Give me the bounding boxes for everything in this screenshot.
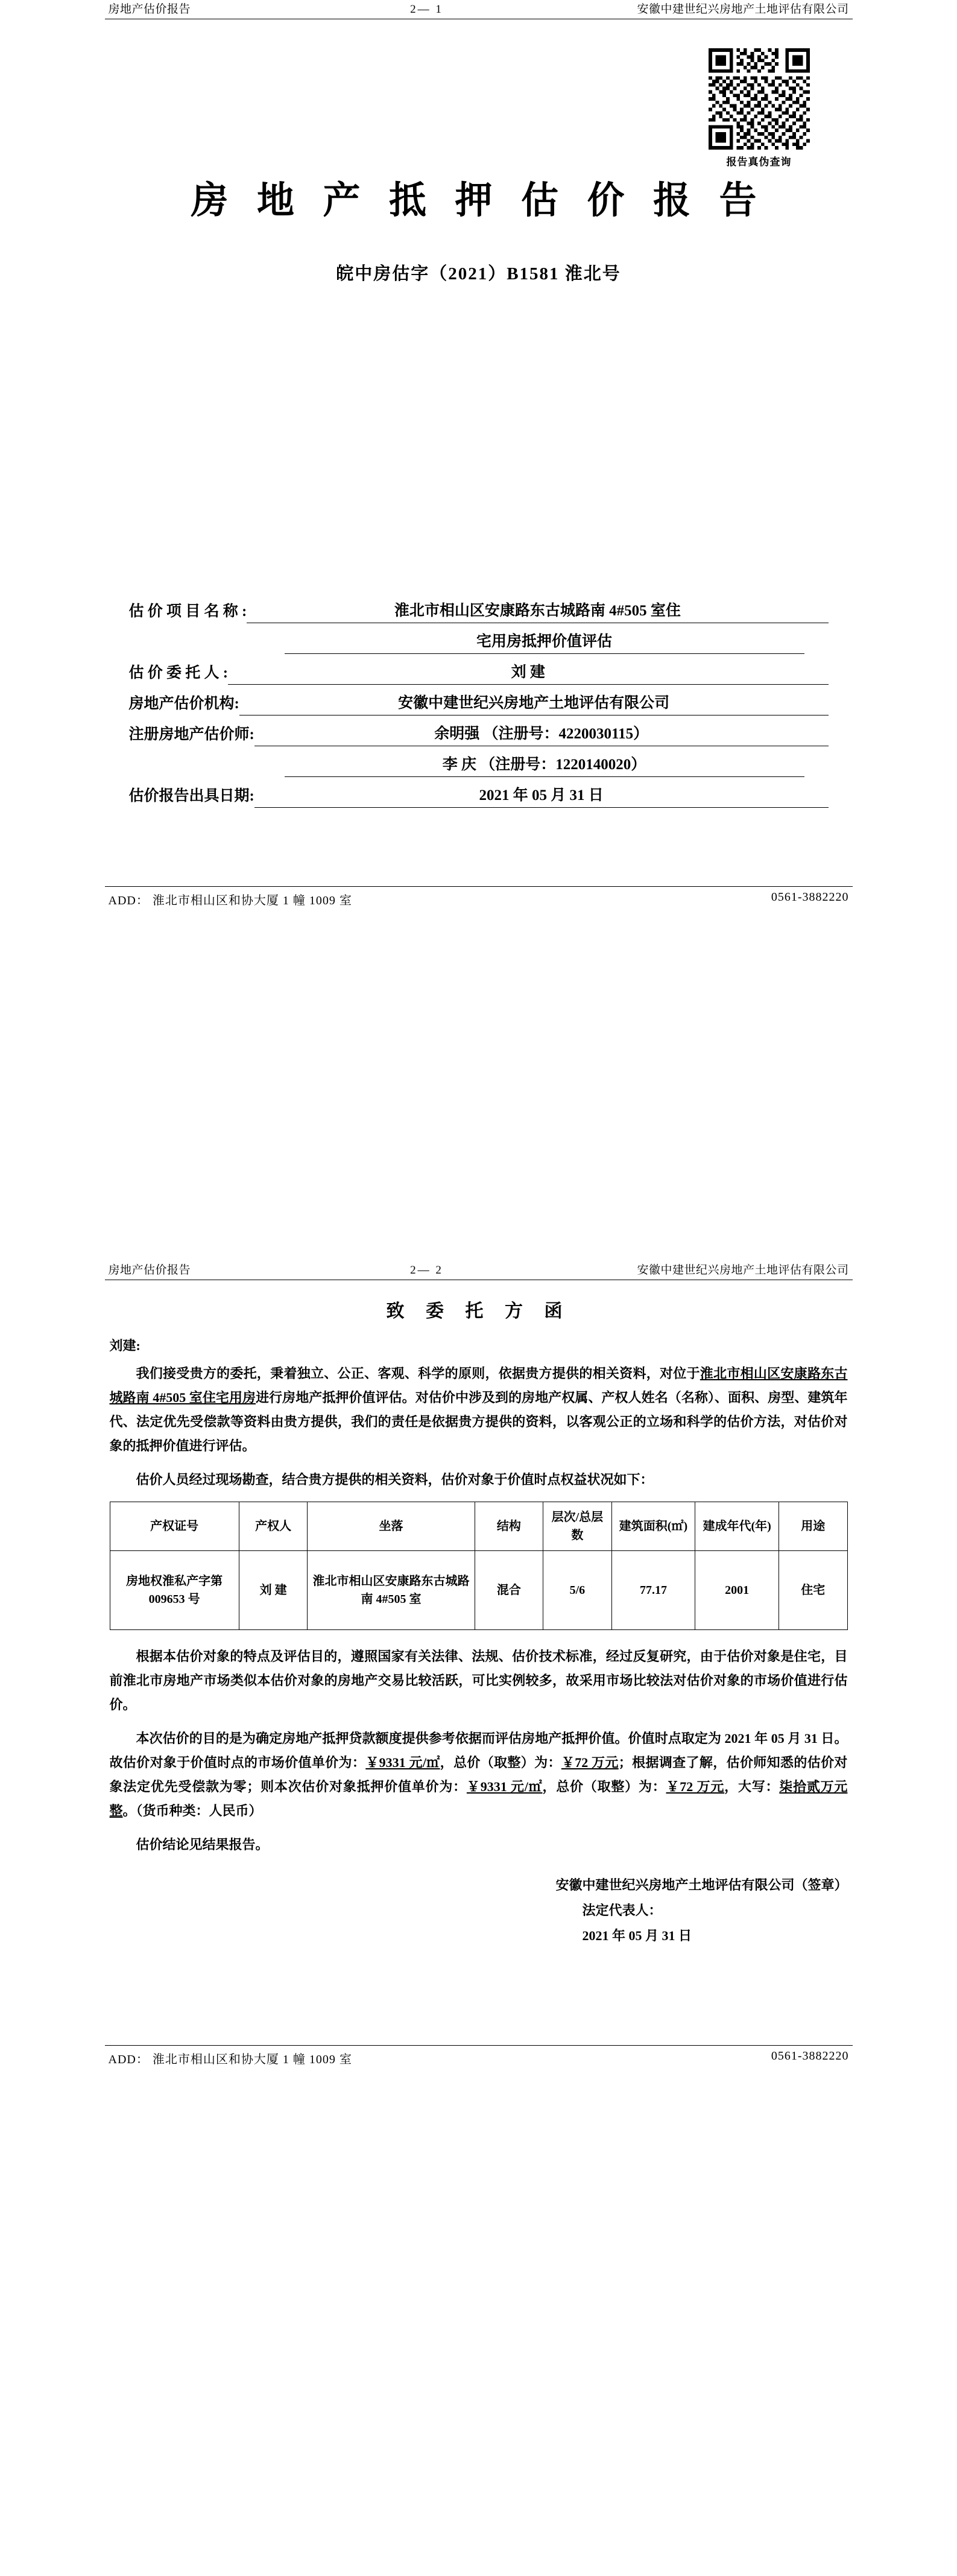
letter-paragraph-4 — [110, 1727, 848, 1823]
field-value-project-name: 淮北市相山区安康路东古城路南 4#505 室住 — [247, 598, 828, 623]
header-left-text-page2: 房地产估价报告 — [108, 1264, 191, 1277]
p4-unit-price-mortgage: ￥9331 元/㎡ — [466, 1779, 543, 1794]
page-two — [105, 1261, 853, 2067]
running-footer-page2 — [105, 2045, 853, 2067]
running-header-page1 — [105, 0, 853, 19]
th-usage: 用途 — [779, 1502, 847, 1551]
report-title: 房 地 产 抵 押 估 价 报 告 — [191, 180, 766, 221]
p1-subject-underlined: 淮北市相山区安康路东古城路南 4#505 室住宅用房 — [109, 1366, 848, 1405]
td-structure: 混合 — [475, 1551, 543, 1630]
p1-part-c: 进行房地产抵押价值评估。对估价中涉及到的房地产权属、产权人姓名（名称）、面积、房型、建筑年代、法定优先受偿款等资料由贵方提供，我们的责任是依据贵方提供的资料，以客观公正的立场和科学的估价方法，对估价对象的抵押价值进行评估。 — [109, 1390, 848, 1453]
th-area: 建筑面积(㎡) — [611, 1502, 695, 1551]
header-company-name: 安徽中建世纪兴房地产土地评估有限公司 — [637, 3, 849, 16]
header-left-text: 房地产估价报告 — [108, 3, 191, 16]
field-appraiser-1 — [129, 722, 829, 746]
signature-legal-rep: 法定代表人： — [582, 1903, 662, 1918]
header-page-number-page2: 2— 2 — [410, 1264, 443, 1277]
p4-part-g: ；根据调查了解，估价师知悉的估价对象法定优先受偿款为零；则本次估价对象 — [109, 1755, 848, 1794]
table-row — [110, 1551, 847, 1630]
td-area: 77.17 — [611, 1551, 695, 1630]
signature-company: 安徽中建世纪兴房地产土地评估有限公司（签章） — [555, 1877, 848, 1892]
field-client — [129, 660, 829, 685]
running-header-page2 — [105, 1261, 853, 1280]
field-label-client: 估 价 委 托 人 : — [128, 665, 229, 681]
field-issue-date — [129, 783, 829, 808]
header-page-number: 2— 1 — [410, 3, 443, 16]
td-certificate-no: 房地权淮私产字第 009653 号 — [110, 1551, 239, 1630]
td-owner: 刘 建 — [239, 1551, 307, 1630]
field-value-appraiser-2: 李 庆 （注册号：1220140020） — [285, 752, 804, 777]
field-appraisal-agency — [129, 691, 829, 715]
p4-unit-price-market: ￥9331 元/㎡ — [365, 1755, 440, 1770]
footer-phone-page2: 0561-3882220 — [771, 2049, 849, 2063]
qr-code-block — [702, 48, 816, 168]
td-location: 淮北市相山区安康路东古城路南 4#505 室 — [308, 1551, 475, 1630]
table-header-row — [110, 1502, 847, 1551]
th-floor: 层次/总层数 — [543, 1502, 611, 1551]
field-project-name — [129, 598, 829, 623]
p4-part-c: 单价为： — [311, 1755, 366, 1770]
p4-total-price-mortgage: ￥72 万元 — [666, 1779, 725, 1794]
p4-amount-in-words: 柒拾贰万元整 — [109, 1779, 848, 1818]
signature-block — [105, 1873, 848, 1949]
letter-paragraph-3: 根据本估价对象的特点及评估目的，遵照国家有关法律、法规、估价技术标准，经过反复研究，由于估价对象是住宅，目前淮北市房地产市场类似本估价对象的房地产交易比较活跃，可比实例较多，故采用市场比较法对估价对象的市场价值进行估价。 — [109, 1649, 848, 1712]
field-value-project-name-line2: 宅用房抵押价值评估 — [285, 629, 804, 654]
field-label-issue-date: 估价报告出具日期: — [128, 788, 254, 804]
page-sheet — [105, 0, 853, 2067]
p1-part-a: 我们接受贵方的委托，秉着独立、公正、客观、科学的原则，依据贵方提供的相关资料，对位于 — [136, 1366, 700, 1381]
letter-paragraph-1 — [110, 1362, 848, 1458]
page-one — [105, 0, 853, 1261]
footer-address-page2: ADD： 淮北市相山区和协大厦 1 幢 1009 室 — [108, 2053, 352, 2066]
th-structure: 结构 — [475, 1502, 543, 1551]
field-value-appraiser-1: 余明强 （注册号：4220030115） — [254, 722, 829, 746]
letter-paragraph-5: 估价结论见结果报告。 — [136, 1837, 269, 1852]
field-label-appraiser: 注册房地产估价师: — [128, 726, 254, 743]
p4-part-k: ，总价（取整）为： — [542, 1779, 666, 1794]
p4-mortgage-value-label: 抵押价值 — [356, 1779, 412, 1794]
field-label-appraisal-agency: 房地产估价机构: — [128, 696, 239, 712]
field-value-appraisal-agency: 安徽中建世纪兴房地产土地评估有限公司 — [239, 691, 829, 715]
report-document-number: 皖中房估字（2021）B1581 淮北号 — [336, 264, 621, 284]
cover-fields — [105, 598, 853, 808]
p4-part-m: ，大写： — [724, 1779, 780, 1794]
field-label-project-name: 估 价 项 目 名 称 : — [128, 603, 247, 620]
td-usage: 住宅 — [779, 1551, 847, 1630]
letter-salutation: 刘建: — [109, 1338, 141, 1353]
footer-address-page1: ADD： 淮北市相山区和协大厦 1 幢 1009 室 — [108, 894, 352, 907]
p4-part-a: 本次估价的目的是为确定房地产抵押贷款额度提供参考依据而评估房地产抵押价值。价值时点取定为 2021 年 05 月 31 日。故估价对象于价值时点的 — [109, 1731, 848, 1770]
td-year-built: 2001 — [695, 1551, 779, 1630]
qr-caption: 报告真伪查询 — [726, 156, 792, 168]
th-location: 坐落 — [308, 1502, 475, 1551]
running-footer-page1 — [105, 886, 853, 908]
p4-part-e: ，总价（取整）为： — [440, 1755, 561, 1770]
p4-part-o: 。（货币种类：人民币） — [122, 1803, 262, 1818]
p4-part-i: 单价为： — [411, 1779, 467, 1794]
letter-paragraph-2: 估价人员经过现场勘查，结合贵方提供的相关资料，估价对象于价值时点权益状况如下： — [136, 1472, 654, 1487]
th-certificate-no: 产权证号 — [110, 1502, 239, 1551]
field-value-client: 刘 建 — [228, 660, 828, 685]
field-value-issue-date: 2021 年 05 月 31 日 — [254, 783, 829, 808]
th-year-built: 建成年代(年) — [695, 1502, 779, 1551]
th-owner: 产权人 — [239, 1502, 307, 1551]
letter-title: 致 委 托 方 函 — [386, 1301, 571, 1321]
signature-date: 2021 年 05 月 31 日 — [582, 1928, 692, 1943]
p4-total-price-market: ￥72 万元 — [561, 1755, 619, 1770]
td-floor: 5/6 — [543, 1551, 611, 1630]
qr-code-icon — [709, 48, 810, 150]
header-company-name-page2: 安徽中建世纪兴房地产土地评估有限公司 — [637, 1264, 849, 1277]
footer-phone-page1: 0561-3882220 — [771, 890, 849, 904]
property-info-table — [110, 1502, 848, 1630]
p4-market-value-label: 市场价值 — [257, 1755, 312, 1770]
